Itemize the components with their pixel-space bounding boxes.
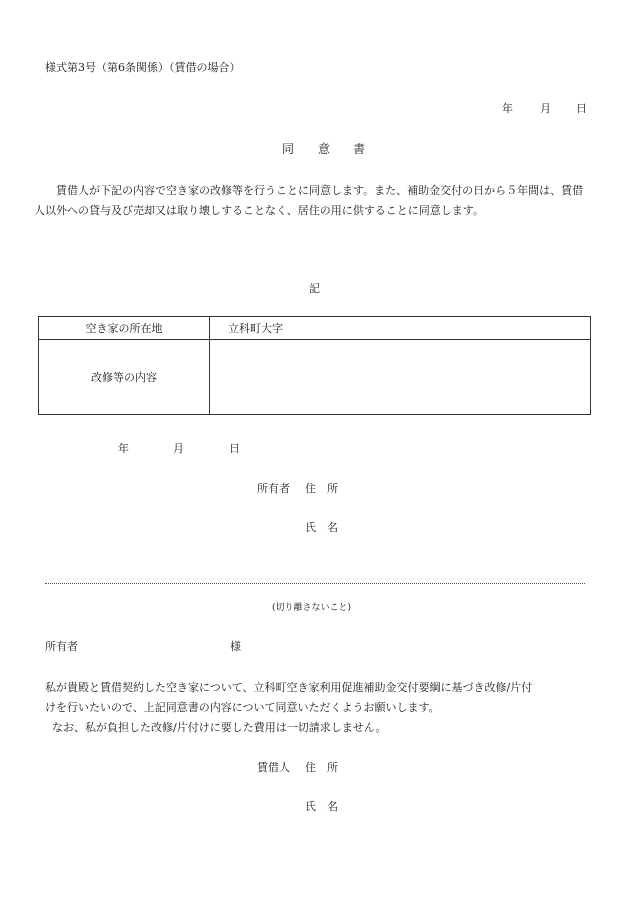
date-mid-month: 月 [173,442,184,455]
cut-line [45,583,585,584]
owner-role: 所有者 [257,482,290,495]
request-line-2: けを行いたいので、上記同意書の内容について同意いただくようお願いします。 [45,701,440,714]
detail-table [38,316,591,415]
location-value[interactable]: 立科町大字 [210,317,591,340]
request-honorific: 様 [230,640,241,653]
table-row-location [39,317,591,340]
form-id: 様式第3号（第6条関係）（賃借の場合） [45,61,241,74]
location-label: 空き家の所在地 [39,317,210,340]
date-top-year: 年 [502,102,513,115]
title-char-3: 書 [353,142,366,156]
title-char-1: 同 [282,142,295,156]
date-top-month: 月 [540,102,551,115]
title-char-2: 意 [318,142,331,156]
ki-heading: 記 [309,282,320,295]
cut-note: (切り離さないこと) [272,603,352,613]
content-value[interactable] [210,340,591,415]
lessee-address-label: 住 所 [305,761,338,774]
date-top-day: 日 [576,102,587,115]
owner-address-label: 住 所 [305,482,338,495]
owner-name-label: 氏 名 [305,521,338,534]
request-paragraph [37,678,592,738]
request-addressee: 所有者 [45,640,78,653]
date-mid-day: 日 [229,442,240,455]
content-label: 改修等の内容 [39,340,210,415]
lessee-role: 賃借人 [257,761,290,774]
request-line-1: 私が貴殿と賃借契約した空き家について、立科町空き家利用促進補助金交付要綱に基づき改修/片付 [45,681,533,694]
request-line-3: なお、私が負担した改修/片付けに要した費用は一切請求しません。 [52,721,387,734]
lessee-name-label: 氏 名 [305,800,338,813]
consent-paragraph: 賃借人が下記の内容で空き家の改修等を行うことに同意します。また、補助金交付の日から５年間は、賃借人以外への貸与及び売却又は取り壊しすることなく、居住の用に供することに同意します。 [34,184,584,217]
table-row-content [39,340,591,415]
date-mid-year: 年 [118,442,129,455]
